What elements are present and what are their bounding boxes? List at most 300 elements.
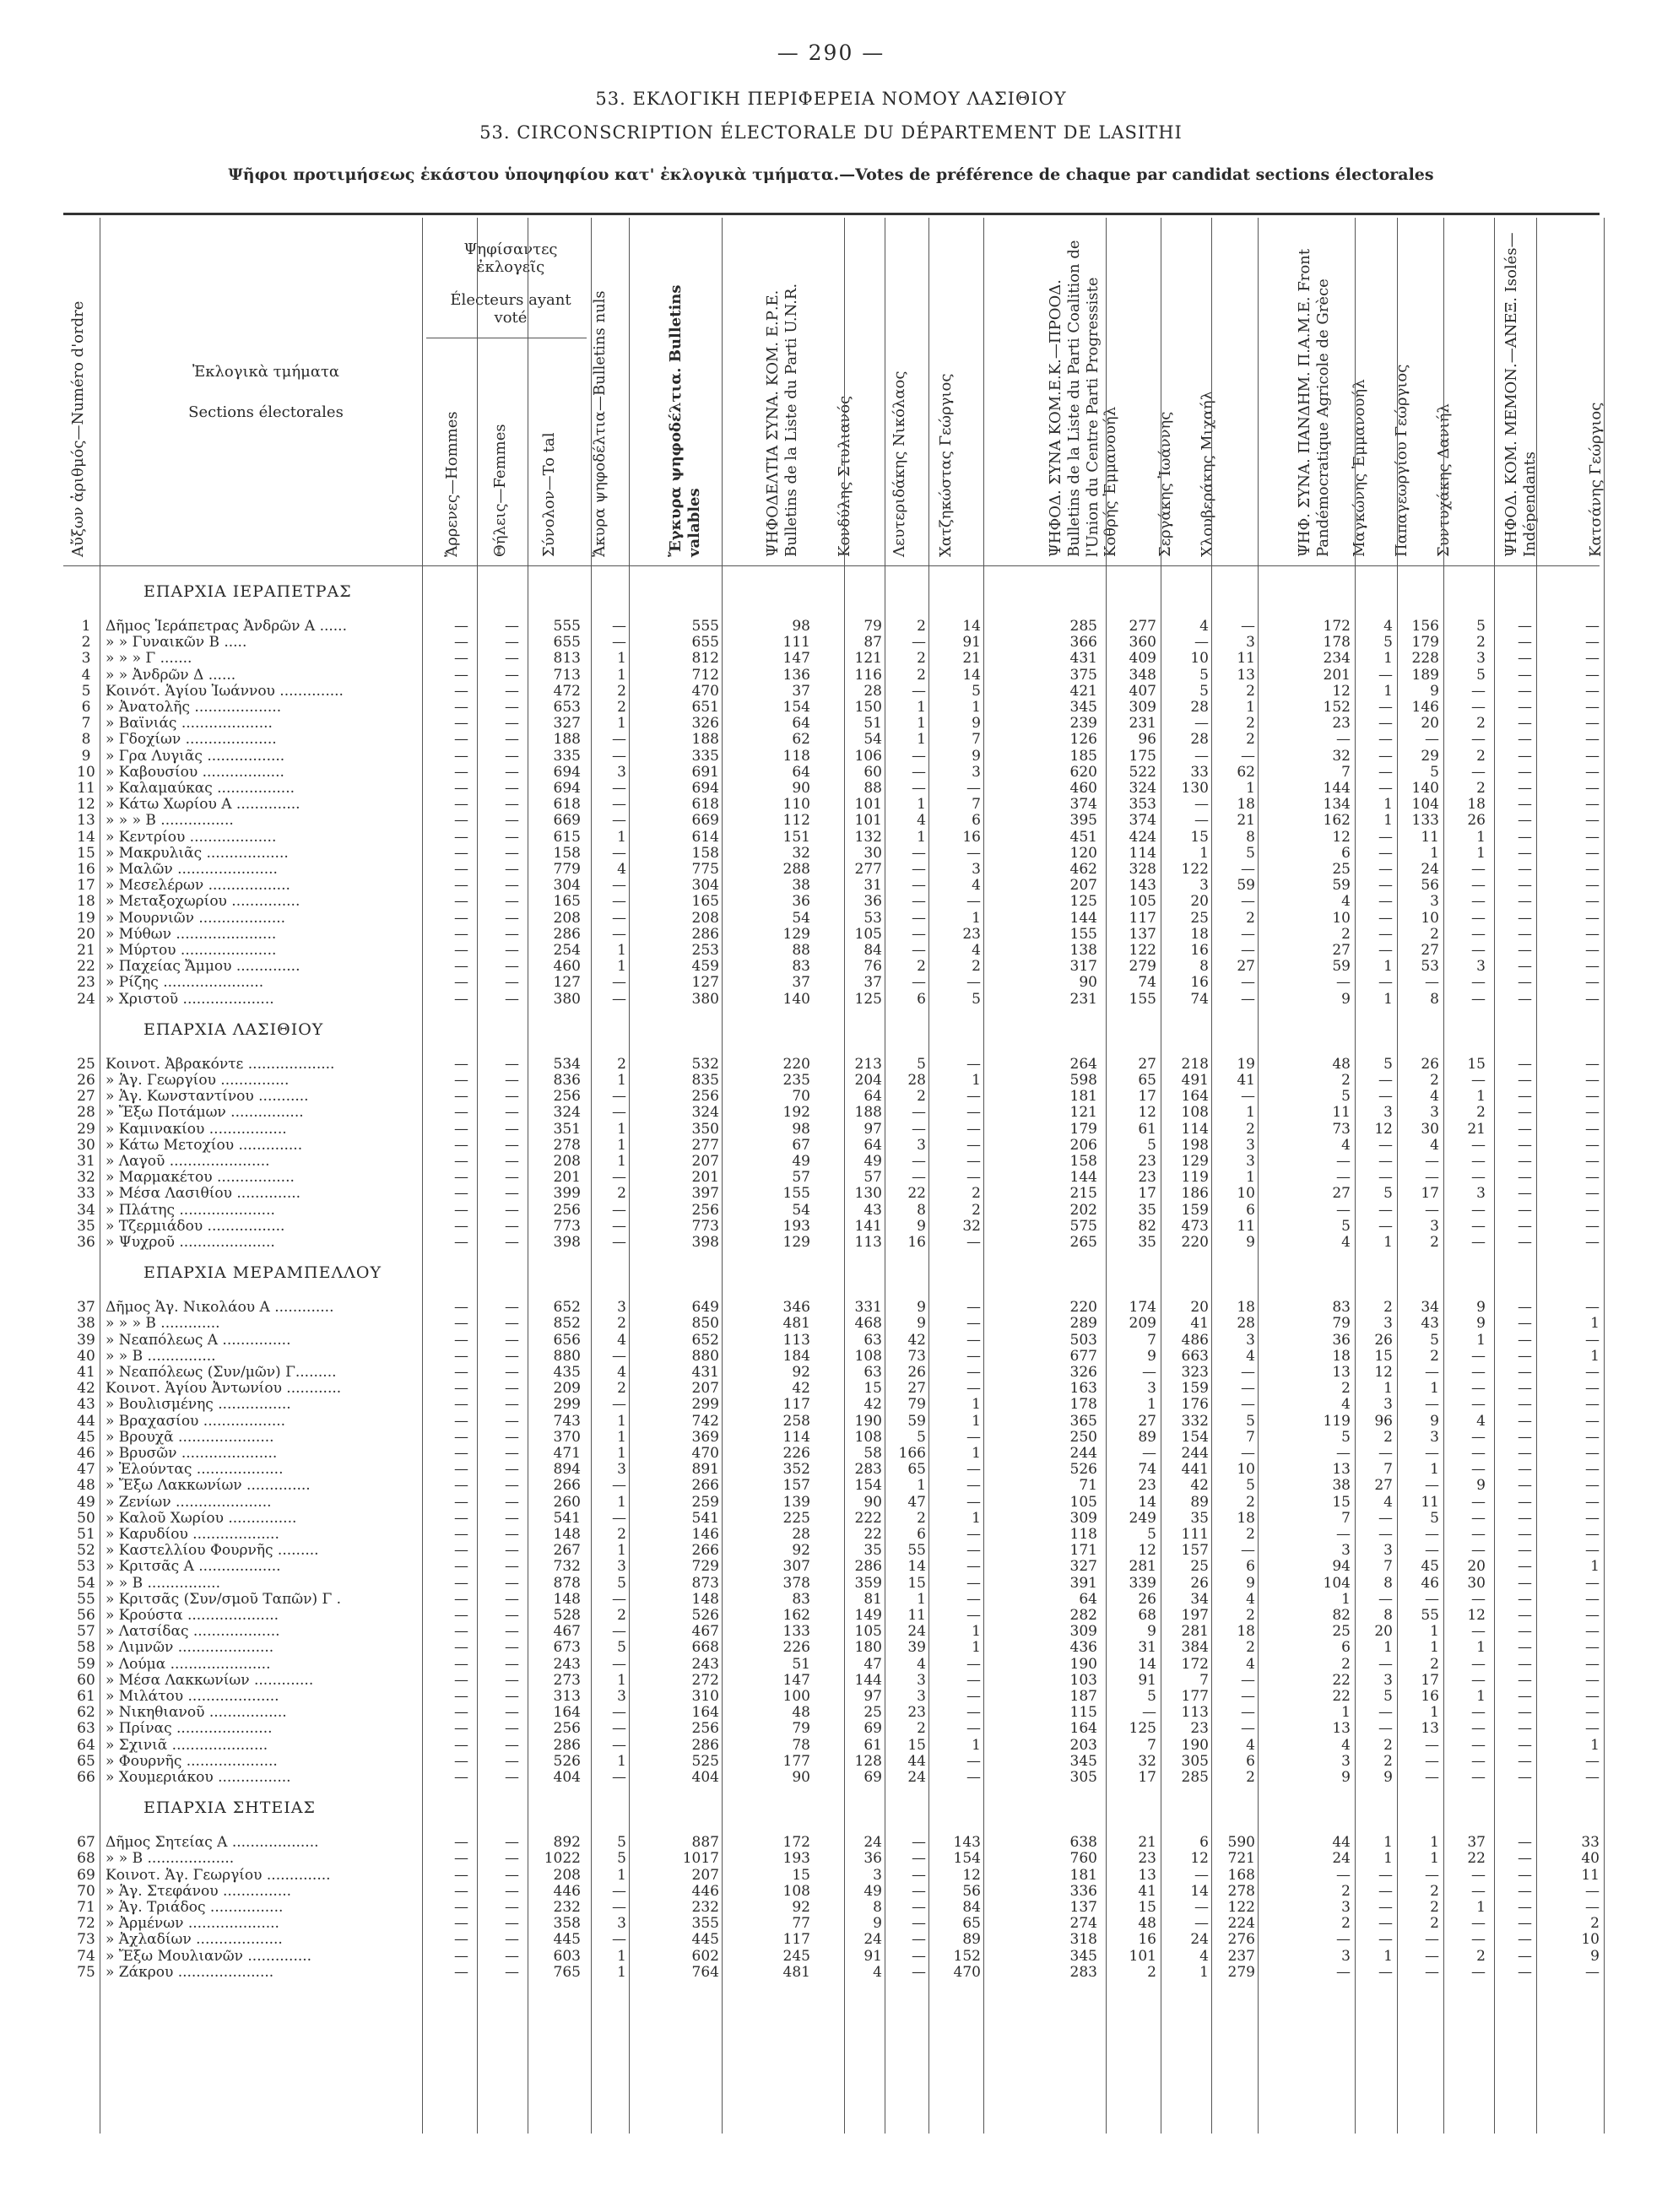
table-cell: 69 bbox=[863, 1769, 882, 1786]
table-cell: — bbox=[612, 1477, 626, 1495]
table-cell: 1 bbox=[1246, 1104, 1255, 1122]
header-indep: ΨΗΦΟΔ. ΚΟΜ. ΜΕΜΟΝ.—ΑΝΕΞ. Isolés—Indépendants bbox=[1502, 232, 1539, 557]
table-cell: 525 bbox=[691, 1752, 719, 1770]
table-cell: — bbox=[1585, 634, 1600, 652]
table-cell: 2 bbox=[1246, 1493, 1255, 1511]
table-cell: 878 bbox=[553, 1574, 581, 1592]
table-cell: 165 bbox=[553, 893, 581, 911]
table-cell: 8 bbox=[1383, 1574, 1393, 1592]
table-cell: 208 bbox=[553, 1153, 581, 1170]
table-cell: 5 bbox=[1341, 1088, 1351, 1106]
table-cell: 108 bbox=[854, 1428, 882, 1446]
table-cell: 43 bbox=[1421, 1315, 1439, 1333]
table-cell: — bbox=[612, 1882, 626, 1900]
table-cell: 130 bbox=[854, 1185, 882, 1203]
table-cell: 203 bbox=[1069, 1736, 1097, 1754]
table-cell: 5 bbox=[1246, 1477, 1255, 1495]
table-cell: — bbox=[505, 1607, 519, 1624]
table-cell: 18 bbox=[1467, 796, 1486, 814]
table-cell: 117 bbox=[782, 1396, 810, 1414]
row-number: 69 bbox=[77, 1866, 95, 1884]
header-pame: ΨΗΦ. ΣΥΝΑ. ΠΑΝΔΗΜ. Π.Α.Μ.Ε. Front Pandémocratique Agricole de Grèce bbox=[1296, 248, 1332, 557]
table-cell: 360 bbox=[1129, 634, 1156, 652]
table-cell: — bbox=[1471, 1509, 1486, 1527]
table-cell: 28 bbox=[1190, 731, 1209, 749]
table-cell: 1 bbox=[1590, 1736, 1600, 1754]
table-cell: 3 bbox=[1430, 1104, 1439, 1122]
table-cell: 305 bbox=[1069, 1769, 1097, 1786]
table-cell: 6 bbox=[972, 812, 981, 830]
column-rule bbox=[422, 218, 423, 2134]
table-cell: 339 bbox=[1129, 1574, 1156, 1592]
table-cell: — bbox=[454, 1493, 468, 1511]
table-cell: — bbox=[612, 1104, 626, 1122]
table-cell: 1 bbox=[1590, 1315, 1600, 1333]
table-cell: 1 bbox=[917, 699, 926, 716]
table-cell: 256 bbox=[553, 1201, 581, 1219]
table-cell: 673 bbox=[553, 1639, 581, 1657]
table-cell: — bbox=[1241, 1688, 1255, 1705]
row-section-name: » Μύθων ...................... bbox=[106, 925, 277, 943]
table-cell: 181 bbox=[1069, 1866, 1097, 1884]
table-cell: — bbox=[1518, 1380, 1532, 1398]
table-cell: — bbox=[912, 1899, 926, 1916]
header-c2: Λευτεριδάκης Νικόλαος bbox=[891, 370, 908, 557]
table-cell: — bbox=[1518, 1493, 1532, 1511]
table-cell: 28 bbox=[792, 1526, 810, 1543]
table-cell: 15 bbox=[907, 1574, 926, 1592]
table-cell: 117 bbox=[782, 1931, 810, 1949]
table-cell: 17 bbox=[1138, 1088, 1156, 1106]
table-cell: 12 bbox=[962, 1866, 981, 1884]
table-cell: 13 bbox=[1237, 666, 1255, 684]
table-cell: 2 bbox=[1341, 1882, 1351, 1900]
table-cell: 26 bbox=[1467, 812, 1486, 830]
table-cell: 20 bbox=[1190, 1299, 1209, 1317]
table-cell: — bbox=[505, 618, 519, 635]
table-cell: 1 bbox=[972, 1072, 981, 1089]
header-c7: Μαγκώνης Ἐμμανουήλ bbox=[1351, 379, 1368, 557]
table-cell: — bbox=[1518, 828, 1532, 846]
table-cell: 5 bbox=[1199, 666, 1209, 684]
row-number: 66 bbox=[77, 1769, 95, 1786]
table-cell: — bbox=[1585, 974, 1600, 992]
row-section-name: » Βραχασίου .................. bbox=[106, 1412, 286, 1430]
table-cell: 104 bbox=[1411, 796, 1439, 814]
row-number: 68 bbox=[77, 1850, 95, 1868]
table-cell: 1 bbox=[972, 699, 981, 716]
table-cell: 8 bbox=[917, 1201, 926, 1219]
table-cell: 655 bbox=[553, 634, 581, 652]
table-cell: 278 bbox=[1227, 1882, 1255, 1900]
table-cell: 245 bbox=[782, 1947, 810, 1965]
table-cell: — bbox=[454, 893, 468, 911]
table-cell: 2 bbox=[1246, 1769, 1255, 1786]
table-cell: 5 bbox=[1199, 682, 1209, 700]
table-cell: 532 bbox=[691, 1055, 719, 1073]
table-cell: 42 bbox=[1190, 1477, 1209, 1495]
table-cell: 49 bbox=[792, 1153, 810, 1170]
table-cell: 1 bbox=[1383, 958, 1393, 976]
table-cell: 27 bbox=[1237, 958, 1255, 976]
table-cell: 3 bbox=[1246, 1153, 1255, 1170]
table-cell: 5 bbox=[617, 1639, 626, 1657]
table-cell: 23 bbox=[1332, 715, 1351, 733]
column-rule bbox=[1443, 218, 1444, 2134]
table-cell: 460 bbox=[553, 958, 581, 976]
table-cell: 127 bbox=[553, 974, 581, 992]
table-cell: 4 bbox=[617, 1331, 626, 1349]
table-cell: 6 bbox=[1199, 1834, 1209, 1852]
table-cell: — bbox=[505, 1153, 519, 1170]
table-cell: 176 bbox=[1181, 1396, 1209, 1414]
table-cell: 1 bbox=[1476, 1639, 1486, 1657]
table-cell: 324 bbox=[553, 1104, 581, 1122]
row-number: 56 bbox=[77, 1607, 95, 1624]
table-cell: 1 bbox=[1341, 1590, 1351, 1608]
table-cell: — bbox=[912, 1882, 926, 1900]
table-cell: 3 bbox=[1476, 1185, 1486, 1203]
table-cell: 2 bbox=[1476, 1947, 1486, 1965]
table-cell: 3 bbox=[1246, 1331, 1255, 1349]
table-cell: — bbox=[505, 1915, 519, 1933]
table-cell: — bbox=[454, 618, 468, 635]
table-cell: 137 bbox=[1129, 925, 1156, 943]
table-cell: 431 bbox=[1069, 650, 1097, 668]
table-cell: 481 bbox=[782, 1315, 810, 1333]
table-cell: 1 bbox=[617, 1153, 626, 1170]
table-cell: 42 bbox=[907, 1331, 926, 1349]
table-cell: 239 bbox=[1069, 715, 1097, 733]
table-cell: — bbox=[505, 1493, 519, 1511]
table-cell: 481 bbox=[782, 1963, 810, 1981]
column-rule bbox=[1258, 218, 1259, 2134]
table-cell: — bbox=[505, 1882, 519, 1900]
table-cell: 21 bbox=[1467, 1120, 1486, 1138]
table-cell: 286 bbox=[854, 1558, 882, 1576]
table-cell: 17 bbox=[1138, 1769, 1156, 1786]
table-cell: 185 bbox=[1069, 747, 1097, 765]
table-cell: 5 bbox=[1383, 634, 1393, 652]
table-cell: 69 bbox=[863, 1720, 882, 1738]
table-cell: — bbox=[505, 1315, 519, 1333]
table-cell: — bbox=[966, 1574, 981, 1592]
table-cell: 164 bbox=[1181, 1088, 1209, 1106]
table-cell: 250 bbox=[1069, 1428, 1097, 1446]
table-cell: 190 bbox=[1069, 1655, 1097, 1673]
table-cell: — bbox=[505, 715, 519, 733]
header-c5: Σεργάκης Ἰωάννης bbox=[1156, 411, 1174, 557]
table-cell: 2 bbox=[917, 958, 926, 976]
table-cell: 144 bbox=[1323, 780, 1351, 797]
row-section-name: Κοινότ. Ἁγίου Ἰωάννου .............. bbox=[106, 682, 344, 700]
table-cell: 9 bbox=[1341, 990, 1351, 1008]
table-cell: 7 bbox=[972, 731, 981, 749]
table-cell: 6 bbox=[917, 1526, 926, 1543]
table-cell: — bbox=[454, 1412, 468, 1430]
table-cell: — bbox=[1585, 1445, 1600, 1462]
table-cell: — bbox=[454, 1866, 468, 1884]
table-cell: 36 bbox=[863, 1850, 882, 1868]
table-cell: — bbox=[505, 1704, 519, 1722]
table-cell: — bbox=[1471, 1169, 1486, 1187]
table-cell: 258 bbox=[782, 1412, 810, 1430]
column-rule bbox=[844, 218, 845, 2134]
table-cell: 3 bbox=[1341, 1542, 1351, 1560]
table-cell: 299 bbox=[691, 1396, 719, 1414]
table-cell: — bbox=[454, 1509, 468, 1527]
table-cell: 11 bbox=[1421, 828, 1439, 846]
table-cell: 188 bbox=[854, 1104, 882, 1122]
table-cell: — bbox=[1425, 731, 1439, 749]
table-cell: 1 bbox=[617, 958, 626, 976]
row-section-name: » Σχινιᾶ ..................... bbox=[106, 1736, 268, 1754]
table-cell: 10 bbox=[1581, 1931, 1600, 1949]
table-cell: 528 bbox=[553, 1607, 581, 1624]
table-cell: — bbox=[1518, 1834, 1532, 1852]
table-cell: — bbox=[1585, 699, 1600, 716]
page-number: — 290 — bbox=[777, 41, 885, 65]
table-cell: — bbox=[1471, 990, 1486, 1008]
table-cell: 154 bbox=[854, 1477, 882, 1495]
table-cell: — bbox=[1378, 844, 1393, 862]
table-cell: — bbox=[1471, 877, 1486, 895]
table-cell: 5 bbox=[917, 1055, 926, 1073]
table-cell: 471 bbox=[553, 1445, 581, 1462]
table-cell: 4 bbox=[1341, 1736, 1351, 1754]
table-cell: 2 bbox=[1430, 1072, 1439, 1089]
table-cell: 1 bbox=[1246, 699, 1255, 716]
table-cell: — bbox=[1471, 1526, 1486, 1543]
table-cell: 350 bbox=[691, 1120, 719, 1138]
table-cell: 47 bbox=[863, 1655, 882, 1673]
table-cell: 445 bbox=[691, 1931, 719, 1949]
table-cell: 526 bbox=[553, 1752, 581, 1770]
table-cell: — bbox=[454, 812, 468, 830]
table-cell: 87 bbox=[863, 634, 882, 652]
row-section-name: » Πρίνας ..................... bbox=[106, 1720, 273, 1738]
table-cell: — bbox=[912, 861, 926, 878]
table-cell: — bbox=[1585, 1704, 1600, 1722]
table-cell: 1 bbox=[1430, 1461, 1439, 1479]
table-cell: — bbox=[612, 1769, 626, 1786]
table-cell: — bbox=[1471, 1915, 1486, 1933]
table-cell: 3 bbox=[972, 763, 981, 781]
table-cell: 541 bbox=[691, 1509, 719, 1527]
table-cell: 152 bbox=[953, 1947, 981, 1965]
table-cell: 272 bbox=[691, 1671, 719, 1689]
table-cell: 266 bbox=[553, 1477, 581, 1495]
row-section-name: » Ἁγ. Κωνσταντίνου ........... bbox=[106, 1088, 309, 1106]
table-cell: 2 bbox=[1476, 780, 1486, 797]
table-cell: 3 bbox=[1383, 1315, 1393, 1333]
table-cell: 1 bbox=[1430, 1380, 1439, 1398]
table-cell: 139 bbox=[782, 1493, 810, 1511]
table-cell: — bbox=[1518, 1428, 1532, 1446]
table-cell: 37 bbox=[1467, 1834, 1486, 1852]
table-cell: 491 bbox=[1181, 1072, 1209, 1089]
table-cell: — bbox=[1585, 682, 1600, 700]
table-cell: 615 bbox=[553, 828, 581, 846]
row-section-name: » Ἀχλαδίων ................... bbox=[106, 1931, 283, 1949]
table-cell: — bbox=[1471, 1542, 1486, 1560]
table-cell: 2 bbox=[1430, 1882, 1439, 1900]
title-greek: 53. ΕΚΛΟΓΙΚΗ ΠΕΡΙΦΕΡΕΙΑ ΝΟΜΟΥ ΛΑΣΙΘΙΟΥ bbox=[595, 89, 1067, 109]
table-cell: 148 bbox=[691, 1590, 719, 1608]
table-cell: — bbox=[1518, 1655, 1532, 1673]
table-cell: 11 bbox=[1237, 650, 1255, 668]
table-cell: 115 bbox=[1069, 1704, 1097, 1722]
table-cell: 5 bbox=[1430, 763, 1439, 781]
table-cell: — bbox=[612, 1704, 626, 1722]
table-cell: 28 bbox=[907, 1072, 926, 1089]
table-cell: — bbox=[912, 844, 926, 862]
table-cell: 1 bbox=[1383, 796, 1393, 814]
row-number: 8 bbox=[81, 731, 91, 749]
table-cell: 25 bbox=[863, 1704, 882, 1722]
table-cell: — bbox=[1336, 1866, 1351, 1884]
row-number: 65 bbox=[77, 1752, 95, 1770]
table-cell: — bbox=[1518, 1931, 1532, 1949]
row-section-name: » Ἁγ. Γεωργίου ............... bbox=[106, 1072, 290, 1089]
table-cell: 9 bbox=[1430, 682, 1439, 700]
table-cell: — bbox=[1518, 796, 1532, 814]
table-cell: — bbox=[505, 1169, 519, 1187]
table-cell: 2 bbox=[1383, 1299, 1393, 1317]
table-cell: 2 bbox=[1476, 1104, 1486, 1122]
table-cell: 140 bbox=[1411, 780, 1439, 797]
row-number: 25 bbox=[77, 1055, 95, 1073]
table-cell: 9 bbox=[1341, 1769, 1351, 1786]
table-cell: — bbox=[505, 1331, 519, 1349]
table-cell: — bbox=[454, 925, 468, 943]
table-cell: 2 bbox=[1383, 1752, 1393, 1770]
table-cell: 1 bbox=[617, 1866, 626, 1884]
header-c1: Κονδύλης Στυλιανός bbox=[836, 395, 853, 557]
table-cell: 162 bbox=[1323, 812, 1351, 830]
table-cell: 175 bbox=[1129, 747, 1156, 765]
table-cell: 232 bbox=[691, 1899, 719, 1916]
table-cell: — bbox=[1585, 1963, 1600, 1981]
table-cell: — bbox=[1378, 731, 1393, 749]
table-cell: 16 bbox=[907, 1234, 926, 1251]
table-cell: 773 bbox=[691, 1217, 719, 1235]
table-cell: — bbox=[1471, 731, 1486, 749]
table-cell: 18 bbox=[1237, 796, 1255, 814]
table-cell: — bbox=[454, 844, 468, 862]
section-title: ΕΠΑΡΧΙΑ ΜΕΡΑΜΠΕΛΛΟΥ bbox=[143, 1263, 382, 1283]
table-cell: 27 bbox=[1138, 1055, 1156, 1073]
table-cell: 278 bbox=[553, 1136, 581, 1154]
table-cell: 526 bbox=[691, 1607, 719, 1624]
table-cell: 83 bbox=[1332, 1299, 1351, 1317]
table-cell: — bbox=[1518, 1915, 1532, 1933]
table-cell: 105 bbox=[1129, 893, 1156, 911]
table-cell: 148 bbox=[553, 1526, 581, 1543]
table-cell: 10 bbox=[1190, 650, 1209, 668]
table-cell: 35 bbox=[1138, 1201, 1156, 1219]
table-cell: 335 bbox=[691, 747, 719, 765]
table-cell: 59 bbox=[907, 1412, 926, 1430]
row-section-name: » Φουρνῆς .................... bbox=[106, 1752, 278, 1770]
table-cell: 4 bbox=[1246, 1590, 1255, 1608]
row-number: 44 bbox=[77, 1412, 95, 1430]
table-cell: — bbox=[1471, 682, 1486, 700]
table-cell: — bbox=[966, 893, 981, 911]
table-cell: — bbox=[454, 1201, 468, 1219]
table-cell: 288 bbox=[782, 861, 810, 878]
row-number: 57 bbox=[77, 1623, 95, 1641]
table-cell: 891 bbox=[691, 1461, 719, 1479]
table-cell: 2 bbox=[917, 1509, 926, 1527]
table-cell: — bbox=[1471, 1396, 1486, 1414]
table-cell: 208 bbox=[691, 909, 719, 927]
table-cell: 31 bbox=[863, 877, 882, 895]
row-number: 11 bbox=[77, 780, 95, 797]
table-cell: 835 bbox=[691, 1072, 719, 1089]
table-cell: 404 bbox=[691, 1769, 719, 1786]
table-cell: 12 bbox=[1467, 1607, 1486, 1624]
table-cell: 222 bbox=[854, 1509, 882, 1527]
table-cell: 166 bbox=[898, 1445, 926, 1462]
table-cell: 468 bbox=[854, 1315, 882, 1333]
table-cell: 144 bbox=[1069, 909, 1097, 927]
table-cell: 92 bbox=[792, 1542, 810, 1560]
column-rule bbox=[1355, 218, 1356, 2134]
table-cell: 12 bbox=[1332, 828, 1351, 846]
table-cell: 8 bbox=[1199, 958, 1209, 976]
header-bottom-rule bbox=[63, 565, 1600, 566]
table-cell: — bbox=[505, 812, 519, 830]
table-cell: — bbox=[612, 780, 626, 797]
table-cell: 9 bbox=[917, 1217, 926, 1235]
table-cell: 273 bbox=[553, 1671, 581, 1689]
table-cell: 143 bbox=[953, 1834, 981, 1852]
table-cell: 655 bbox=[691, 634, 719, 652]
table-cell: 590 bbox=[1227, 1834, 1255, 1852]
table-cell: 4 bbox=[1383, 1493, 1393, 1511]
table-cell: — bbox=[1585, 1104, 1600, 1122]
table-cell: 6 bbox=[1341, 844, 1351, 862]
table-cell: 197 bbox=[1181, 1607, 1209, 1624]
table-cell: 503 bbox=[1069, 1331, 1097, 1349]
table-cell: 7 bbox=[1383, 1461, 1393, 1479]
table-cell: 304 bbox=[553, 877, 581, 895]
table-cell: — bbox=[1518, 861, 1532, 878]
table-cell: — bbox=[505, 1445, 519, 1462]
table-cell: 656 bbox=[553, 1331, 581, 1349]
table-cell: — bbox=[612, 1931, 626, 1949]
table-cell: — bbox=[454, 1720, 468, 1738]
row-section-name: » Ἐλούντας ................... bbox=[106, 1461, 284, 1479]
table-cell: 5 bbox=[617, 1834, 626, 1852]
row-section-name: » Παχείας Ἄμμου .............. bbox=[106, 958, 300, 976]
row-number: 19 bbox=[77, 909, 95, 927]
table-cell: 256 bbox=[553, 1088, 581, 1106]
table-cell: — bbox=[612, 1736, 626, 1754]
table-cell: 79 bbox=[792, 1720, 810, 1738]
table-cell: — bbox=[1518, 1347, 1532, 1365]
table-cell: 305 bbox=[1181, 1752, 1209, 1770]
column-rule bbox=[1397, 218, 1398, 2134]
table-cell: 3 bbox=[617, 1915, 626, 1933]
table-cell: 2 bbox=[617, 699, 626, 716]
row-number: 41 bbox=[77, 1364, 95, 1381]
table-cell: — bbox=[1585, 958, 1600, 976]
table-cell: 58 bbox=[863, 1445, 882, 1462]
table-cell: — bbox=[1471, 1136, 1486, 1154]
table-cell: — bbox=[1585, 1477, 1600, 1495]
